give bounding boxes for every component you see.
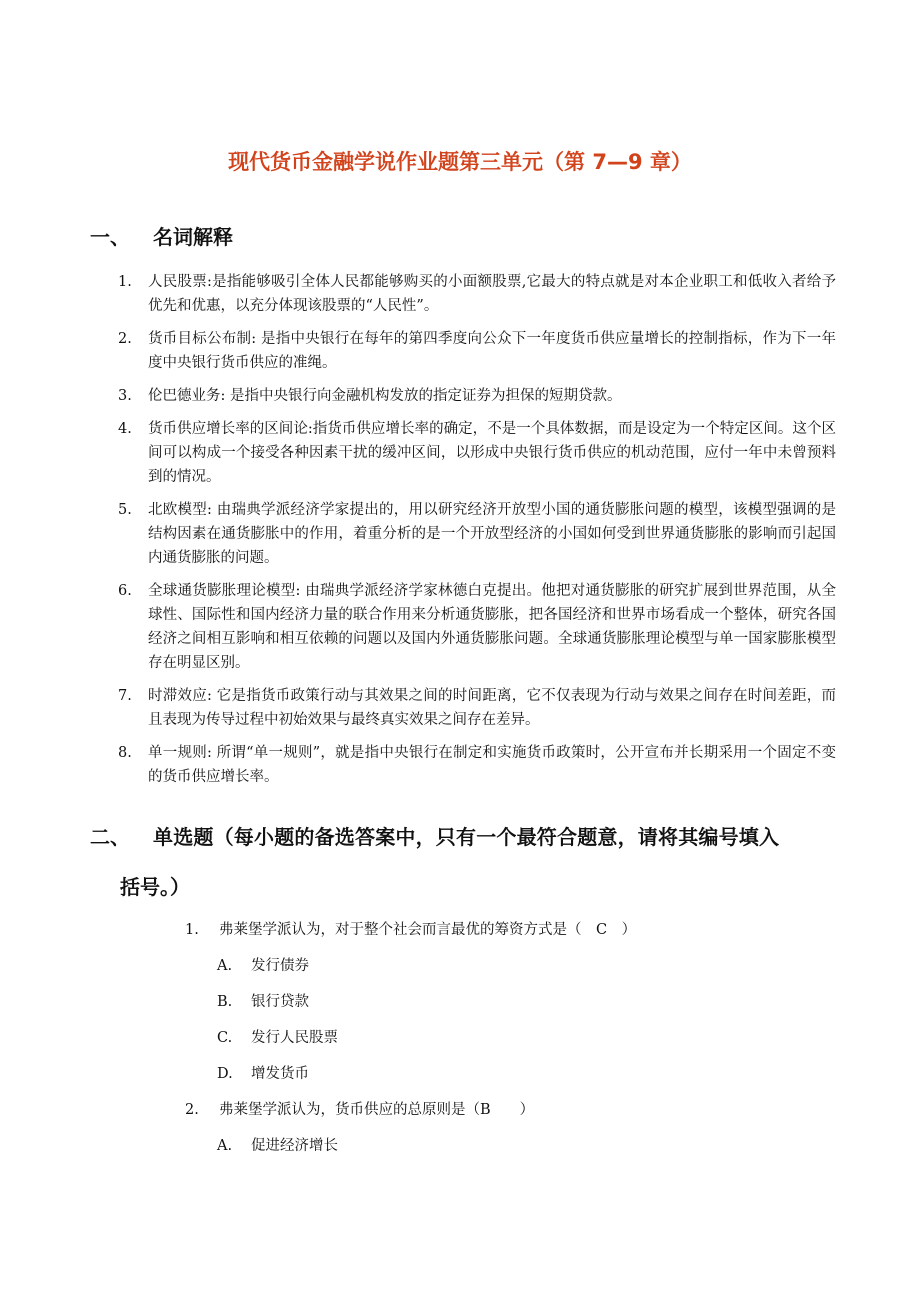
item-number: 8. xyxy=(118,745,132,761)
option-letter: B. xyxy=(217,994,233,1010)
item-number: 4. xyxy=(118,421,132,437)
item-number: 2. xyxy=(118,331,132,347)
definition-item xyxy=(118,417,836,489)
item-text: 时滞效应: 它是指货币政策行动与其效果之间的时间距离，它不仅表现为行动与效果之间存在时间差距，而且表现为传导过程中初始效果与最终真实效果之间存在差异。 xyxy=(148,688,836,728)
answer-option xyxy=(185,1026,825,1062)
option-letter: A. xyxy=(217,958,233,974)
answer-option xyxy=(185,954,825,990)
question-number: 2. xyxy=(185,1102,199,1118)
section1-number: 一、 xyxy=(90,225,130,249)
item-text: 全球通货膨胀理论模型: 由瑞典学派经济学家林德白克提出。他把对通货膨胀的研究扩展到世界范围，从全球性、国际性和国内经济力量的联合作用来分析通货膨胀，把各国经济和世界市场看成一个整体，研究各国经济之间相互影响和相互依赖的问题以及国内外通货膨胀问题。全球通货膨胀理论模型与单一国家膨胀模型存在明显区别。 xyxy=(148,583,836,671)
definition-item xyxy=(118,498,836,570)
definition-item xyxy=(118,384,836,408)
section1-title: 名词解释 xyxy=(153,225,233,249)
definition-item xyxy=(118,270,836,318)
question-text: 弗莱堡学派认为，货币供应的总原则是（B ） xyxy=(219,1102,535,1118)
question xyxy=(185,918,825,954)
question xyxy=(185,1098,825,1134)
item-text: 单一规则: 所谓“单一规则”，就是指中央银行在制定和实施货币政策时，公开宣布并长期采用一个固定不变的货币供应增长率。 xyxy=(148,745,836,785)
definition-item xyxy=(118,741,836,789)
item-text: 人民股票:是指能够吸引全体人民都能够购买的小面额股票,它最大的特点就是对本企业职工和低收入者给予优先和优惠，以充分体现该股票的“人民性”。 xyxy=(148,274,836,314)
definition-item xyxy=(118,579,836,675)
section2-number: 二、 xyxy=(90,825,130,849)
question-list xyxy=(185,918,825,1170)
item-text: 北欧模型: 由瑞典学派经济学家提出的，用以研究经济开放型小国的通货膨胀问题的模型，该模型强调的是结构因素在通货膨胀中的作用，着重分析的是一个开放型经济的小国如何受到世界通货膨胀的影响而引起国内通货膨胀的问题。 xyxy=(148,502,836,566)
answer-option xyxy=(185,1134,825,1170)
item-number: 6. xyxy=(118,583,132,599)
question-text: 弗莱堡学派认为，对于整个社会而言最优的筹资方式是（ C ） xyxy=(219,922,637,938)
item-number: 3. xyxy=(118,388,132,404)
item-number: 7. xyxy=(118,688,132,704)
option-text: 发行债券 xyxy=(251,958,309,974)
option-letter: A. xyxy=(217,1138,233,1154)
definition-item xyxy=(118,684,836,732)
option-text: 发行人民股票 xyxy=(251,1030,338,1046)
item-text: 货币目标公布制: 是指中央银行在每年的第四季度向公众下一年度货币供应量增长的控制指标，作为下一年度中央银行货币供应的准绳。 xyxy=(148,331,836,371)
option-text: 银行贷款 xyxy=(251,994,309,1010)
answer-option xyxy=(185,1062,825,1098)
section2-title-line1: 单选题（每小题的备选答案中，只有一个最符合题意，请将其编号填入 xyxy=(153,825,780,849)
item-number: 1. xyxy=(118,274,132,290)
section2-heading xyxy=(90,821,850,901)
section1-heading xyxy=(90,221,790,251)
definition-list xyxy=(118,270,836,798)
item-number: 5. xyxy=(118,502,132,518)
document-title: 现代货币金融学说作业题第三单元（第 7—9 章） xyxy=(228,150,692,174)
question-number: 1. xyxy=(185,922,199,938)
option-text: 增发货币 xyxy=(251,1066,309,1082)
answer-option xyxy=(185,990,825,1026)
option-text: 促进经济增长 xyxy=(251,1138,338,1154)
definition-item xyxy=(118,327,836,375)
item-text: 货币供应增长率的区间论:指货币供应增长率的确定，不是一个具体数据，而是设定为一个特定区间。这个区间可以构成一个接受各种因素干扰的缓冲区间，以形成中央银行货币供应的机动范围，应付一年中未曾预料到的情况。 xyxy=(148,421,836,485)
option-letter: D. xyxy=(217,1066,233,1082)
option-letter: C. xyxy=(217,1030,233,1046)
item-text: 伦巴德业务: 是指中央银行向金融机构发放的指定证券为担保的短期贷款。 xyxy=(148,388,622,404)
section2-title-line2: 括号。） xyxy=(120,875,190,899)
